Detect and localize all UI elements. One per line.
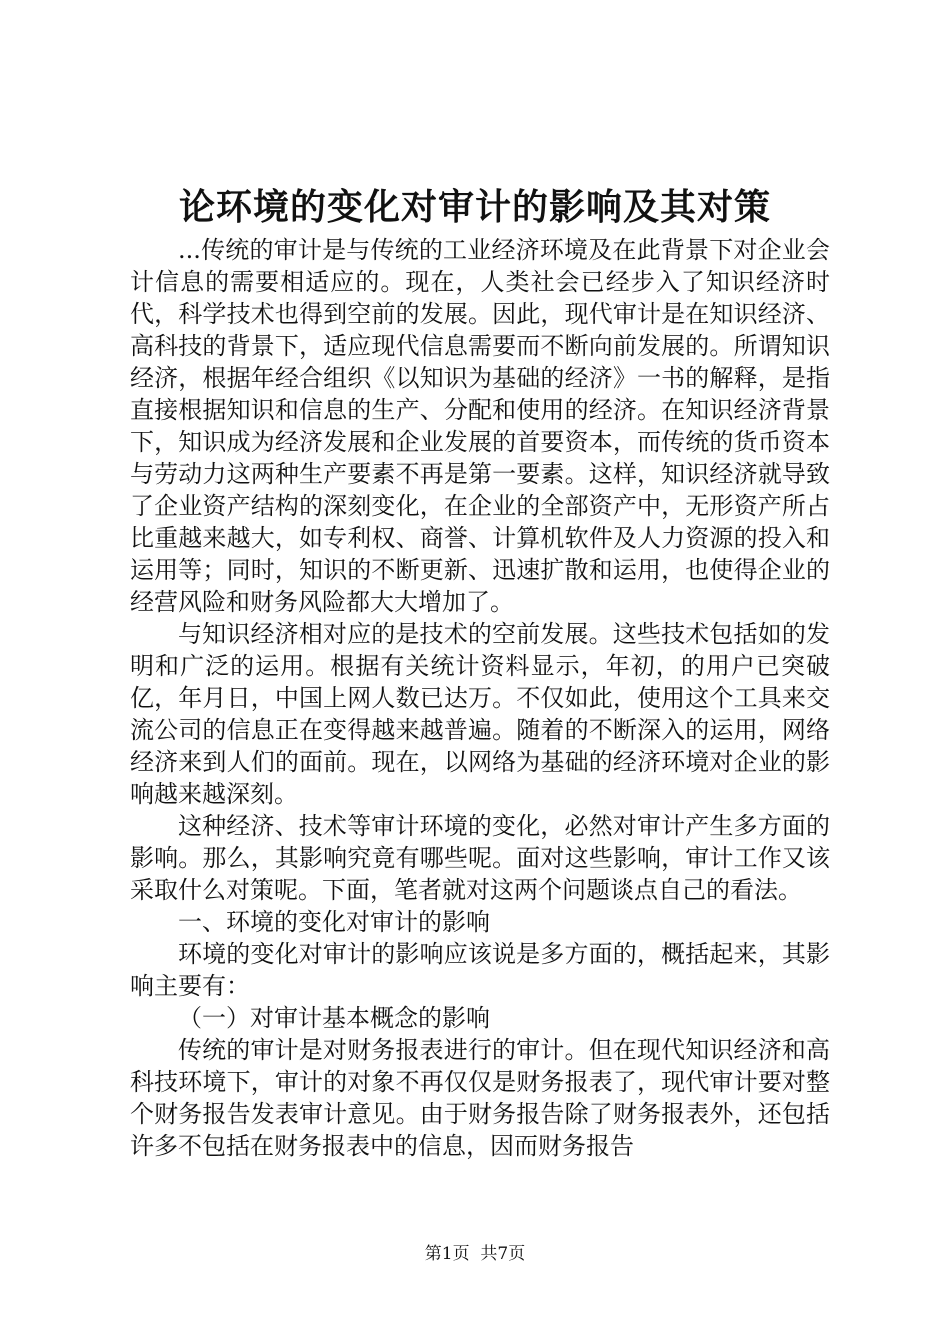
paragraph-5: 传统的审计是对财务报表进行的审计。但在现代知识经济和高科技环境下，审计的对象不再仅仅是财务报表了，现代审计要对整个财务报告发表审计意见。由于财务报告除了财务报表外，还包括许多不包括在财务报表中的信息，因而财务报告 (130, 1036, 830, 1160)
subsection-heading-1: （一）对审计基本概念的影响 (178, 1004, 490, 1032)
paragraph-4: 环境的变化对审计的影响应该说是多方面的，概括起来，其影响主要有： (130, 940, 830, 1000)
page-footer: 第1页 共7页 (424, 1244, 526, 1264)
paragraph-2: 与知识经济相对应的是技术的空前发展。这些技术包括如的发明和广泛的运用。根据有关统计资料显示，年初，的用户已突破亿，年月日，中国上网人数已达万。不仅如此，使用这个工具来交流公司的信息正在变得越来越普遍。随着的不断深入的运用，网络经济来到人们的面前。现在，以网络为基础的经济环境对企业的影响越来越深刻。 (130, 620, 830, 808)
section-heading-1: 一、环境的变化对审计的影响 (178, 908, 490, 936)
paragraph-3: 这种经济、技术等审计环境的变化，必然对审计产生多方面的影响。那么，其影响究竟有哪些呢。面对这些影响，审计工作又该采取什么对策呢。下面，笔者就对这两个问题谈点自己的看法。 (130, 812, 830, 904)
paragraph-1: ...传统的审计是与传统的工业经济环境及在此背景下对企业会计信息的需要相适应的。现在，人类社会已经步入了知识经济时代，科学技术也得到空前的发展。因此，现代审计是在知识经济、高科技的背景下，适应现代信息需要而不断向前发展的。所谓知识经济，根据年经合组织《以知识为基础的经济》一书的解释，是指直接根据知识和信息的生产、分配和使用的经济。在知识经济背景下，知识成为经济发展和企业发展的首要资本，而传统的货币资本与劳动力这两种生产要素不再是第一要素。这样，知识经济就导致了企业资产结构的深刻变化，在企业的全部资产中，无形资产所占比重越来越大，如专利权、商誉、计算机软件及人力资源的投入和运用等；同时，知识的不断更新、迅速扩散和运用，也使得企业的经营风险和财务风险都大大增加了。 (130, 236, 830, 616)
document-title: 论环境的变化对审计的影响及其对策 (178, 186, 771, 228)
document-body (130, 234, 830, 1162)
